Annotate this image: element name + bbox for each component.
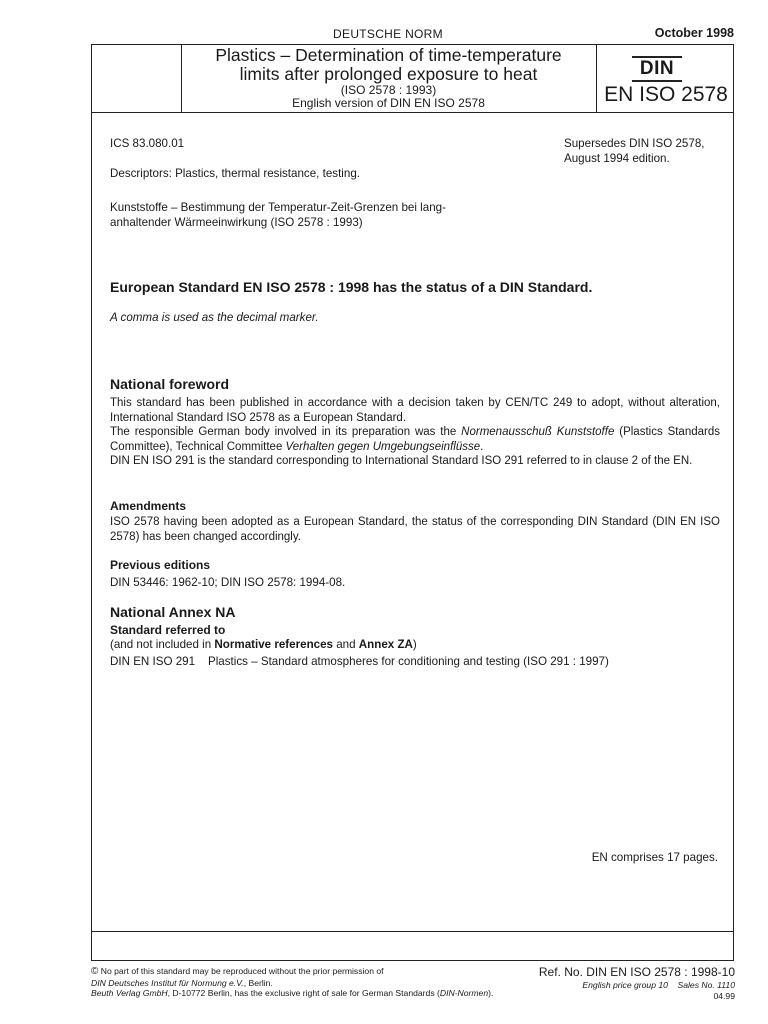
german-title-line-2: anhaltender Wärmeeinwirkung (ISO 2578 : 1993) — [110, 216, 363, 229]
footer-din-normen: DIN-Normen — [439, 988, 489, 998]
german-title-line-1: Kunststoffe – Bestimmung der Temperatur-Zeit-Grenzen bei lang- — [110, 201, 446, 214]
annex-note — [110, 637, 417, 652]
title-line-1: Plastics – Determination of time-temperature — [215, 45, 562, 65]
header-center: DEUTSCHE NORM — [333, 27, 443, 41]
document-number: EN ISO 2578 — [604, 83, 728, 106]
footer-copyright — [91, 966, 531, 999]
german-title — [110, 200, 446, 230]
title-version: English version of DIN EN ISO 2578 — [292, 96, 485, 110]
foreword-para-3: DIN EN ISO 291 is the standard corresponding to International Standard ISO 291 referred to in clause 2 of the EN. — [110, 455, 693, 467]
national-foreword-heading: National foreword — [110, 376, 230, 392]
committee-name: Normenausschuß Kunststoffe — [461, 426, 615, 438]
reference-number: Ref. No. DIN EN ISO 2578 : 1998-10 — [538, 965, 735, 979]
footer-rule — [91, 931, 734, 932]
title-block — [182, 46, 595, 110]
decimal-note — [110, 310, 319, 325]
page-frame — [91, 44, 734, 961]
footer-line-1: No part of this standard may be reproduced without the prior permission of — [100, 966, 384, 976]
annex-reference-title: Plastics – Standard atmospheres for conditioning and testing (ISO 291 : 1997) — [208, 655, 609, 668]
foreword-para-2-a: The responsible German body involved in its preparation was the — [110, 426, 462, 438]
din-logo — [626, 56, 688, 82]
supersedes-note — [564, 136, 705, 166]
annex-note-c: and — [333, 638, 359, 651]
ics-code: ICS 83.080.01 — [110, 137, 185, 150]
annex-note-e: ) — [412, 638, 417, 651]
status-statement: European Standard EN ISO 2578 : 1998 has the status of a DIN Standard. — [110, 279, 593, 295]
title-line-2: limits after prolonged exposure to heat — [239, 64, 538, 84]
footer-line-3b: , D-10772 Berlin, has the exclusive right of sale for German Standards ( — [167, 988, 440, 998]
annex-subheading: Standard referred to — [110, 623, 226, 637]
din-logo-text: DIN — [639, 58, 675, 79]
foreword-para-2 — [110, 425, 720, 455]
sales-number: Sales No. 1110 — [677, 980, 735, 990]
supersedes-line-1: Supersedes DIN ISO 2578, — [564, 137, 705, 150]
decimal-note-text: A comma is used as the decimal marker. — [110, 311, 319, 324]
foreword-para-2-e: . — [480, 441, 484, 453]
foreword-para-2-c: (Plastics Standards Committee), Technical Committee — [110, 426, 720, 453]
technical-committee-name: Verhalten gegen Umgebungseinflüsse — [285, 441, 481, 453]
footer-price-info — [582, 980, 735, 1001]
foreword-para-1: This standard has been published in accordance with a decision taken by CEN/TC 249 to adopt, without alteration, International Standard ISO 2578 as a European Standard. — [110, 397, 720, 424]
price-group: English price group 10 — [582, 980, 668, 990]
annex-note-normative-refs: Normative references — [214, 638, 333, 651]
annex-heading: National Annex NA — [110, 604, 236, 620]
descriptors: Descriptors: Plastics, thermal resistance, testing. — [110, 167, 360, 180]
previous-editions-heading: Previous editions — [110, 558, 211, 572]
header-date: October 1998 — [654, 26, 734, 40]
title-iso-ref: (ISO 2578 : 1993) — [340, 83, 437, 97]
annex-reference-code: DIN EN ISO 291 — [110, 655, 196, 668]
copyright-symbol: © — [91, 966, 99, 977]
footer-line-2b: , Berlin. — [243, 977, 273, 988]
amendments-heading: Amendments — [110, 499, 187, 513]
amendments-text: ISO 2578 having been adopted as a European Standard, the status of the corresponding DIN Standard (DIN EN ISO 2578) has been changed accordingly. — [110, 516, 720, 543]
previous-editions-text: DIN 53446: 1962-10; DIN ISO 2578: 1994-08. — [110, 576, 346, 589]
footer-din-name: DIN Deutsches Institut für Normung e.V. — [91, 977, 244, 988]
annex-note-a: (and not included in — [110, 638, 215, 651]
footer-line-3d: ). — [488, 988, 494, 998]
edition-code: 04.99 — [713, 990, 735, 1001]
annex-note-annex-za: Annex ZA — [358, 638, 413, 651]
title-bottom-rule — [91, 112, 734, 113]
supersedes-line-2: August 1994 edition. — [564, 152, 670, 165]
page-count: EN comprises 17 pages. — [591, 851, 718, 864]
footer-beuth-name: Beuth Verlag GmbH — [91, 988, 168, 998]
annex-reference-row — [110, 654, 609, 669]
